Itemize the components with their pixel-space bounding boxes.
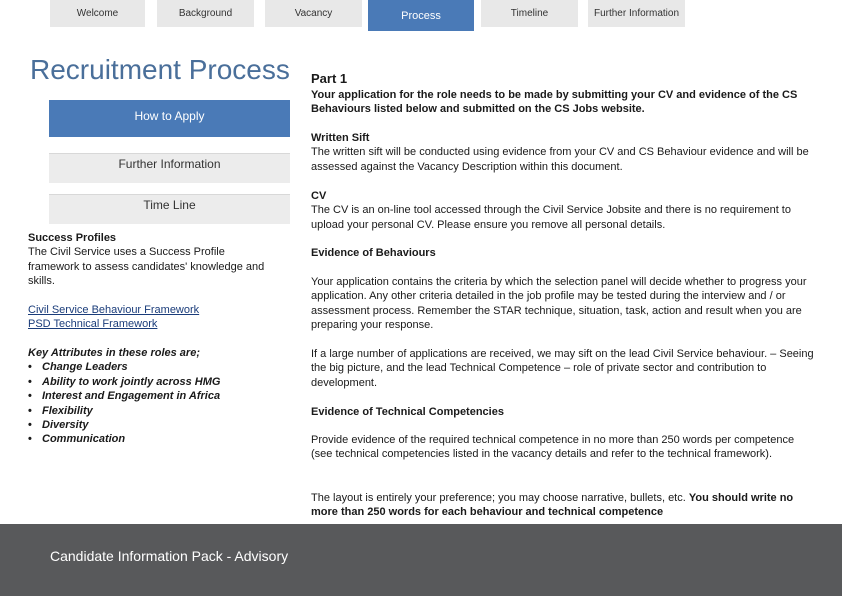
tab-timeline[interactable]: Timeline xyxy=(481,0,578,27)
list-item: • Diversity xyxy=(28,418,278,432)
success-profiles-body: The Civil Service uses a Success Profile framework to assess candidates' knowledge and skills. xyxy=(28,246,265,288)
list-item: • Ability to work jointly across HMG xyxy=(28,375,278,389)
written-sift-heading: Written Sift xyxy=(311,132,370,144)
list-item: • Change Leaders xyxy=(28,360,278,374)
time-line-button[interactable]: Time Line xyxy=(49,194,290,224)
intro-text: Your application for the role needs to be made by submitting your CV and evidence of the CS Behaviours listed below and submitted on the CS Jobs website. xyxy=(311,89,798,116)
how-to-apply-button[interactable]: How to Apply xyxy=(49,100,290,137)
list-item: • Flexibility xyxy=(28,404,278,418)
tab-welcome[interactable]: Welcome xyxy=(50,0,145,27)
list-item: • Communication xyxy=(28,432,278,446)
success-profiles xyxy=(28,231,278,289)
layout-note xyxy=(311,491,816,520)
evidence-behaviours-body: Your application contains the criteria by which the selection panel will decide whether to progress your application. Any other criteria detailed in the job profile may be tested during the interview and / or assessment process. Remember the STAR technique, situation, task, action and result when you are preparing your response. xyxy=(311,276,807,332)
page-title: Recruitment Process xyxy=(30,54,290,85)
evidence-technical-heading: Evidence of Technical Competencies xyxy=(311,406,504,418)
civil-service-behaviour-framework-link[interactable]: Civil Service Behaviour Framework xyxy=(28,304,200,316)
key-attributes-list xyxy=(28,360,278,446)
key-attributes-heading: Key Attributes in these roles are; xyxy=(28,347,200,359)
layout-note-text: The layout is entirely your preference; you may choose narrative, bullets, etc. xyxy=(311,492,689,504)
part-heading: Part 1 xyxy=(311,71,348,86)
evidence-behaviours-sift-note: If a large number of applications are received, we may sift on the lead Civil Service behaviour. – Seeing the big picture, and the lead Technical Competence – role of private sector and contribution to development. xyxy=(311,348,814,389)
tab-background[interactable]: Background xyxy=(157,0,254,27)
list-item: • Interest and Engagement in Africa xyxy=(28,389,278,403)
cv-section xyxy=(311,189,816,232)
tab-vacancy[interactable]: Vacancy xyxy=(265,0,362,27)
layout-note-bold: You should write no more than 250 words for each behaviour and technical competence xyxy=(311,492,794,519)
psd-technical-framework-link[interactable]: PSD Technical Framework xyxy=(28,318,158,331)
key-attributes xyxy=(28,346,278,447)
cv-body: The CV is an on-line tool accessed through the Civil Service Jobsite and there is no requirement to upload your personal CV. Please ensure you remove all personal details. xyxy=(311,204,791,231)
evidence-behaviours-heading: Evidence of Behaviours xyxy=(311,247,436,259)
success-profiles-heading: Success Profiles xyxy=(28,232,117,244)
framework-links xyxy=(28,303,278,332)
tab-process[interactable]: Process xyxy=(368,0,474,31)
top-nav xyxy=(0,0,842,31)
evidence-technical-body: Provide evidence of the required technical competence in no more than 250 words per competence (see technical competencies listed in the vacancy details and refer to the technical framework). xyxy=(311,434,795,461)
further-information-button[interactable]: Further Information xyxy=(49,153,290,183)
tab-further-information[interactable]: Further Information xyxy=(588,0,685,27)
written-sift-section xyxy=(311,131,816,174)
footer-text: Candidate Information Pack - Advisory xyxy=(50,548,289,564)
cv-heading: CV xyxy=(311,190,327,202)
written-sift-body: The written sift will be conducted using evidence from your CV and CS Behaviour evidence and will be assessed against the Vacancy Description within this document. xyxy=(311,146,809,173)
